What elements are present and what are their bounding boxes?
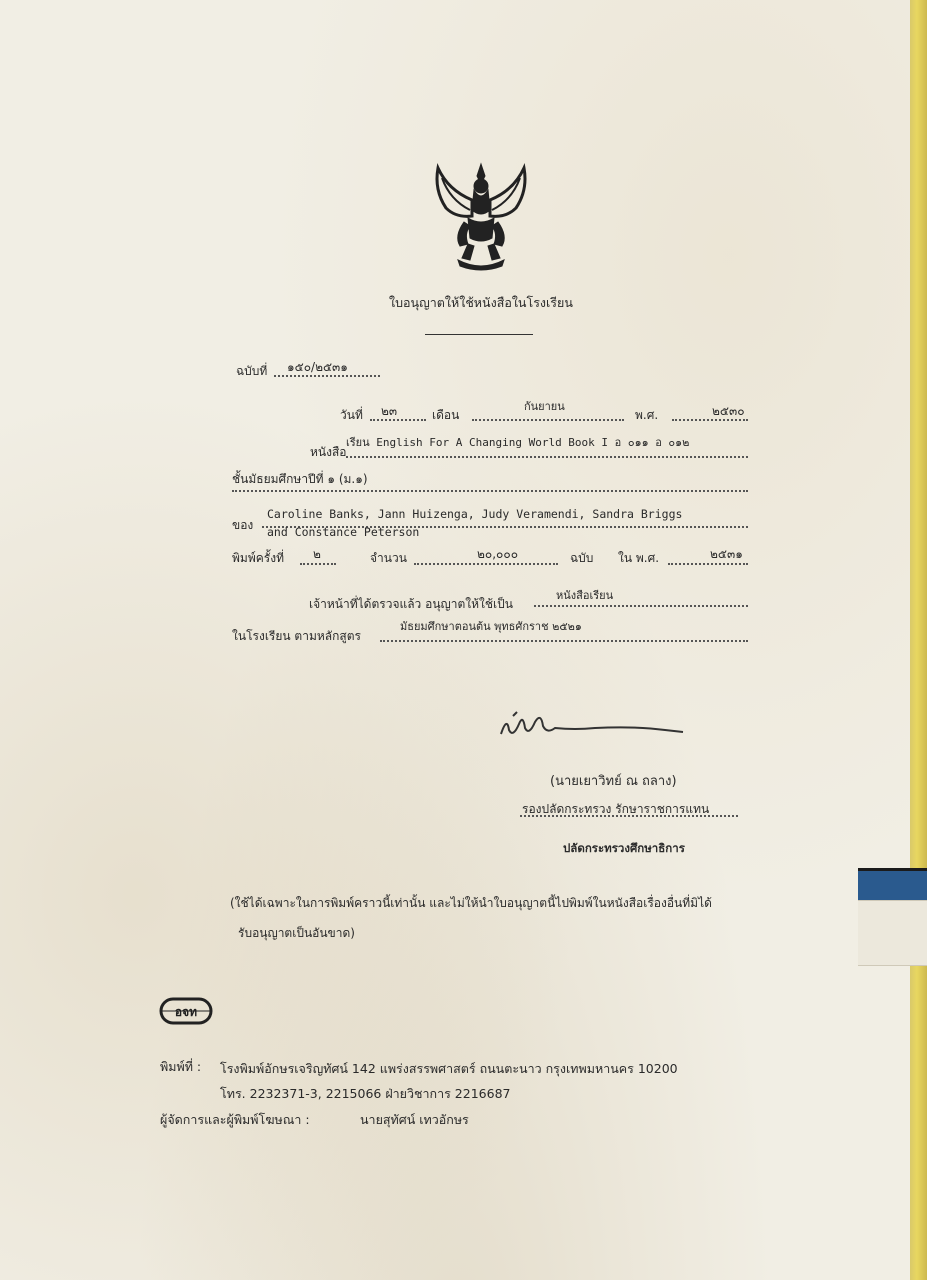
signature xyxy=(495,706,695,746)
book-title: เรียน English For A Changing World Book I อ ๐๑๑ อ ๐๑๒ xyxy=(346,436,690,449)
author-label: ของ xyxy=(232,518,254,532)
printed-at: โรงพิมพ์อักษรเจริญทัศน์ 142 แพร่งสรรพศาสตร์ ถนนตะนาว กรุงเทพมหานคร 10200 xyxy=(220,1061,678,1076)
book-spine xyxy=(910,0,927,1280)
copy-number: ๑๕๐/๒๕๓๑ xyxy=(287,360,348,374)
quantity-value: ๒๐,๐๐๐ xyxy=(477,547,519,561)
note-line-2: รับอนุญาตเป็นอันขาด) xyxy=(238,926,355,940)
printed-at-label: พิมพ์ที่ : xyxy=(160,1059,202,1074)
level-dotted-line xyxy=(232,490,748,492)
day-value: ๒๓ xyxy=(381,404,398,418)
document-title: ใบอนุญาตให้ใช้หนังสือในโรงเรียน xyxy=(389,295,573,310)
publisher-logo-icon xyxy=(159,996,213,1026)
printer-phone: โทร. 2232371-3, 2215066 ฝ่ายวิชาการ 2216687 xyxy=(220,1086,511,1101)
garuda-emblem-icon xyxy=(428,160,534,274)
month-value: กันยายน xyxy=(524,400,565,413)
signer-dotted-line xyxy=(520,815,738,817)
year-label: พ.ศ. xyxy=(635,408,659,422)
approval-label: เจ้าหน้าที่ได้ตรวจแล้ว อนุญาตให้ใช้เป็น xyxy=(309,597,513,611)
level-text: ชั้นมัธยมศึกษาปีที่ ๑ (ม.๑) xyxy=(232,472,368,486)
authors-line-2: and Constance Peterson xyxy=(267,525,420,539)
note-line-1: (ใช้ได้เฉพาะในการพิมพ์คราวนี้เท่านั้น และไม่ให้นำใบอนุญาตนี้ไปพิมพ์ในหนังสือเรื่องอื่นที่มิได้ xyxy=(230,896,712,910)
manager-name: นายสุทัศน์ เทวอักษร xyxy=(360,1112,469,1127)
book-dotted-line xyxy=(346,456,748,458)
print-year-value: ๒๕๓๑ xyxy=(710,547,743,561)
title-underline xyxy=(425,334,533,335)
svg-text:อจท: อจท xyxy=(174,1005,198,1019)
signer-office: ปลัดกระทรวงศึกษาธิการ xyxy=(563,841,685,855)
year-value: ๒๕๓๐ xyxy=(712,404,745,418)
edition-value: ๒ xyxy=(313,547,321,561)
signer-position: รองปลัดกระทรวง รักษาราชการแทน xyxy=(522,802,710,816)
curriculum-value: มัธยมศึกษาตอนต้น พุทธศักราช ๒๕๒๑ xyxy=(400,620,582,633)
index-tab xyxy=(858,868,927,903)
curriculum-dotted-line xyxy=(380,640,748,642)
authors-line-1: Caroline Banks, Jann Huizenga, Judy Veramendi, Sandra Briggs xyxy=(267,507,683,521)
index-tab-label xyxy=(858,900,927,966)
approval-dotted-line xyxy=(534,605,748,607)
date-label: วันที่ xyxy=(340,408,363,422)
print-year-label: ใน พ.ศ. xyxy=(618,551,660,565)
month-label: เดือน xyxy=(432,408,460,422)
day-dotted-line xyxy=(370,419,426,421)
edition-label: พิมพ์ครั้งที่ xyxy=(232,551,284,565)
quantity-label: จำนวน xyxy=(370,551,407,565)
copies-label: ฉบับ xyxy=(570,551,594,565)
manager-label: ผู้จัดการและผู้พิมพ์โฆษณา : xyxy=(160,1112,310,1127)
curriculum-label: ในโรงเรียน ตามหลักสูตร xyxy=(232,629,361,643)
copy-label: ฉบับที่ xyxy=(236,364,268,378)
month-dotted-line xyxy=(472,419,624,421)
approval-value: หนังสือเรียน xyxy=(556,589,614,602)
signer-name: (นายเยาวิทย์ ณ ถลาง) xyxy=(550,774,677,789)
book-label: หนังสือ xyxy=(310,445,347,459)
